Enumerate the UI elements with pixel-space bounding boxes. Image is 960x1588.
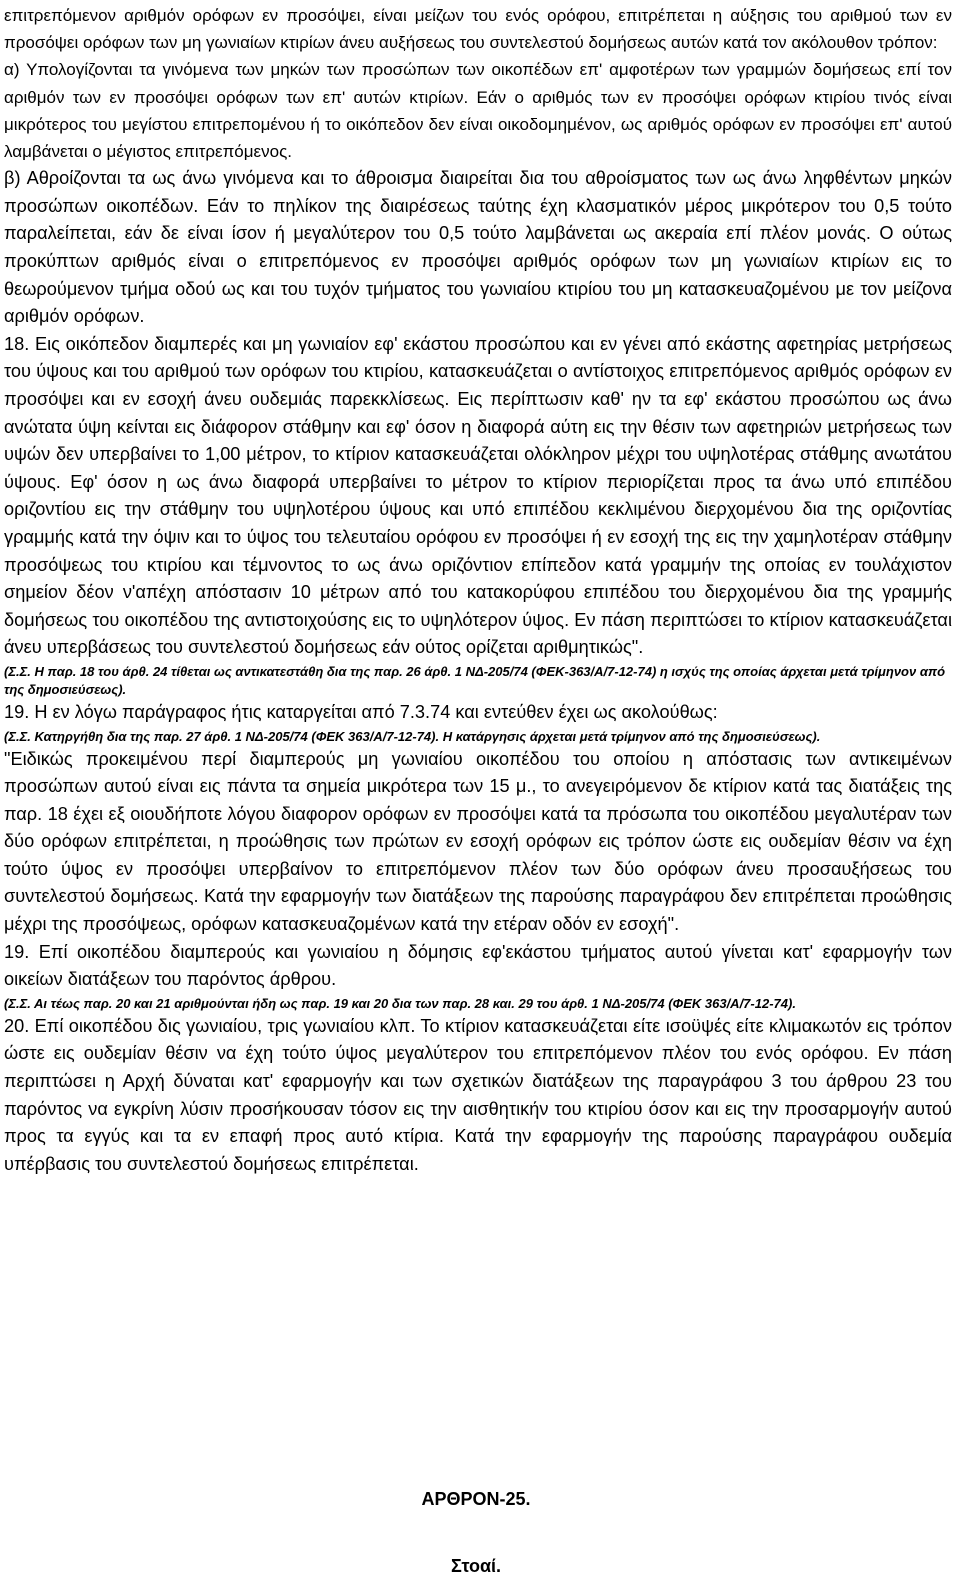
paragraph-19: 19. Επί οικοπέδου διαμπερούς και γωνιαίου η δόμησις εφ'εκάστου τμήματος αυτού γίνεται κατ' εφαρμογήν των οικείων διατάξεων του παρόντος άρθρου. <box>4 941 952 990</box>
section-heading: Στοαί. <box>450 1556 502 1576</box>
editor-note-repeal: (Σ.Σ. Κατηργήθη δια της παρ. 27 άρθ. 1 ΝΔ-205/74 (ΦΕΚ 363/Α/7-12-74). Η κατάργησις άρχεται μετά τρίμηνον από της δημοσιεύσεως). <box>4 728 821 744</box>
article-heading: ΑΡΘΡΟΝ-25. <box>421 1489 531 1509</box>
editor-note-renumber: (Σ.Σ. Αι τέως παρ. 20 και 21 αριθμούνται ήδη ως παρ. 19 και 20 δια των παρ. 28 και. 29 του άρθ. 1 ΝΔ-205/74 (ΦΕΚ 363/Α/7-12-74). <box>4 995 796 1011</box>
document-body <box>4 2 952 1178</box>
paragraph-continuation: επιτρεπόμενον αριθμόν ορόφων εν προσόψει, είναι μείζων του ενός ορόφου, επιτρέπεται η αύξησις του αριθμού των εν προσόψει ορόφων των μη γωνιαίων κτιρίων άνευ αυξήσεως του συντελεστού δομήσεως αυτών κατά τον ακόλουθον τρόπον: <box>4 6 952 53</box>
paragraph-19-old-text: "Ειδικώς προκειμένου περί διαμπερούς μη γωνιαίου οικοπέδου του οποίου η απόστασις των αντικειμένων προσώπων αυτού είναι εις πάντα τα σημεία μικρότερα των 15 μ., το ανεγειρόμενον δε κτίριον κατά τας διατάξεις της παρ. 18 έχει εξ οιουδήποτε λόγου διαφορον ορόφων εν προσόψει κατά τα πρόσωπα του οικοπέδου μεγαλυτέραν των δύο ορόφων επιτρέπεται, η προώθησις των πρώτων εν εσοχή ορόφων εις τρόπον ώστε εις ουδεμίαν θέσιν να έχη τούτο ύψος εν προσόψει υπερβαίνον το επιτρεπόμενον πλέον των δύο ορόφων άνευ προσαυξήσεως του συντελεστού δομήσεως. Κατά την εφαρμογήν των διατάξεων της παρούσης παραγράφου δεν επιτρέπεται προώθησις μέχρι της προσόψεως, ορόφων κατασκευαζομένων κατά την ετέραν οδόν εν εσοχή". <box>4 748 952 935</box>
paragraph-20: 20. Επί οικοπέδου δις γωνιαίου, τρις γωνιαίου κλπ. Το κτίριον κατασκευάζεται είτε ισοϋψές είτε κλιμακωτόν εις τρόπον ώστε εις ουδεμίαν θέσιν να έχη τούτο ύψος μεγαλύτερον του επιτρεπόμενον πλέον του ενός ορόφου. Εν πάση περιπτώσει η Αρχή δύναται κατ' εφαρμογήν και των σχετικών διατάξεων της παραγράφου 3 του άρθρου 23 του παρόντος να εγκρίνη λύσιν προσήκουσαν τόσον εις την αισθητικήν του κτιρίου όσον και εις την προσαρμογήν αυτού προς τα εγγύς και τα εν επαφή προς αυτό κτίρια. Κατά την εφαρμογήν της παρούσης παραγράφου ουδεμία υπέρβασις του συντελεστού δομήσεως επιτρέπεται. <box>4 1015 952 1174</box>
paragraph-alpha: α) Υπολογίζονται τα γινόμενα των μηκών των προσώπων των οικοπέδων επ' αμφοτέρων των γραμμών δομήσεως επί τον αριθμόν των εν προσόψει ορόφων των επ' αυτών κτιρίων. Εάν ο αριθμός των εν προσόψει ορόφων κτιρίου τινός είναι μικρότερος του μεγίστου επιτρεπομένου ή το οικόπεδον δεν είναι οικοδομημένον, ως αριθμός ορόφων εν προσόψει επ' αυτού λαμβάνεται ο μέγιστος επιτρεπόμενος. <box>4 60 952 162</box>
paragraph-beta: β) Αθροίζονται τα ως άνω γινόμενα και το άθροισμα διαιρείται δια του αθροίσματος των ως άνω ληφθέντων μηκών προσώπων οικοπέδων. Εάν το πηλίκον της διαιρέσεως ταύτης έχη κλασματικόν μέρος μικρότερον του 0,5 τούτο παραλείπεται, εάν δε είναι ίσον ή μεγαλύτερον του 0,5 τούτο λαμβάνεται ως ακεραία επί πλέον μονάς. Ο ούτως προκύπτων αριθμός είναι ο επιτρεπόμενος εν προσόψει αριθμός ορόφων των μη γωνιαίων κτιρίων εις το θεωρούμενον τμήμα οδού ως και του τυχόν τμήματος του γωνιαίου κτιρίου του μη κατασκευαζομένου με τον μείζονα αριθμόν ορόφων. <box>4 168 952 327</box>
paragraph-18: 18. Εις οικόπεδον διαμπερές και μη γωνιαίον εφ' εκάστου προσώπου και εν γένει από εκάστης αφετηρίας μετρήσεως του ύψους και του αριθμού των ορόφων του κτιρίου, κατασκευάζεται ο αντίστοιχος επιτρεπόμενος αριθμός ορόφων εν προσόψει και εν εσοχή άνευ ουδεμιάς παρεκκλίσεως. Εις περίπτωσιν καθ' ην τα εφ' εκάστου προσώπου ως άνω ανώτατα ύψη κείνται εις διάφορον στάθμην και εφ' όσον η διαφορά αύτη εις την θέσιν των αφετηριών μετρήσεως των υψών δεν υπερβαίνει το 1,00 μέτρον, το κτίριον κατασκευάζεται ολόκληρον μέχρι του υψηλοτέρας στάθμης ανωτάτου ύψους. Εφ' όσον η ως άνω διαφορά υπερβαίνει το μέτρον το κτίριον περιορίζεται προς τα άνω υπό επιπέδου οριζοντίου εις την στάθμην του υψηλοτέρου ύψους και υπό επιπέδου κεκλιμένου διερχομένου δια της οριζοντίας γραμμής κατά την όψιν και το ύψος του τελευταίου ορόφου εν προσόψει ή εν εσοχή της εις την χαμηλοτέραν στάθμην προσόψεως του κτιρίου και τέμνοντος το ως άνω οριζόντιον επίπεδον κατά γραμμήν της οποίας εν τουλάχιστον σημείον δέον ν'απέχη απόστασιν 10 μέτρων από του κατακορύφου επιπέδου του διερχομένου δια της γραμμής δομήσεως του οικοπέδου της αντιστοιχούσης εις το υψηλότερον ύψος. Εν πάση περιπτώσει το κτίριον κατασκευάζεται άνευ υπερβάσεως του συντελεστού δομήσεως εάν ούτος ορίζεται αριθμητικώς". <box>4 333 952 658</box>
paragraph-19-repealed: 19. Η εν λόγω παράγραφος ήτις καταργείται από 7.3.74 και εντεύθεν έχει ως ακολούθως: <box>4 701 718 722</box>
editor-note-18: (Σ.Σ. Η παρ. 18 του άρθ. 24 τίθεται ως αντικατεστάθη δια της παρ. 26 άρθ. 1 ΝΔ-205/74 (ΦΕΚ-363/Α/7-12-74) η ισχύς της οποίας άρχεται μετά τρίμηνον από της δημοσιεύσεως). <box>4 663 946 697</box>
